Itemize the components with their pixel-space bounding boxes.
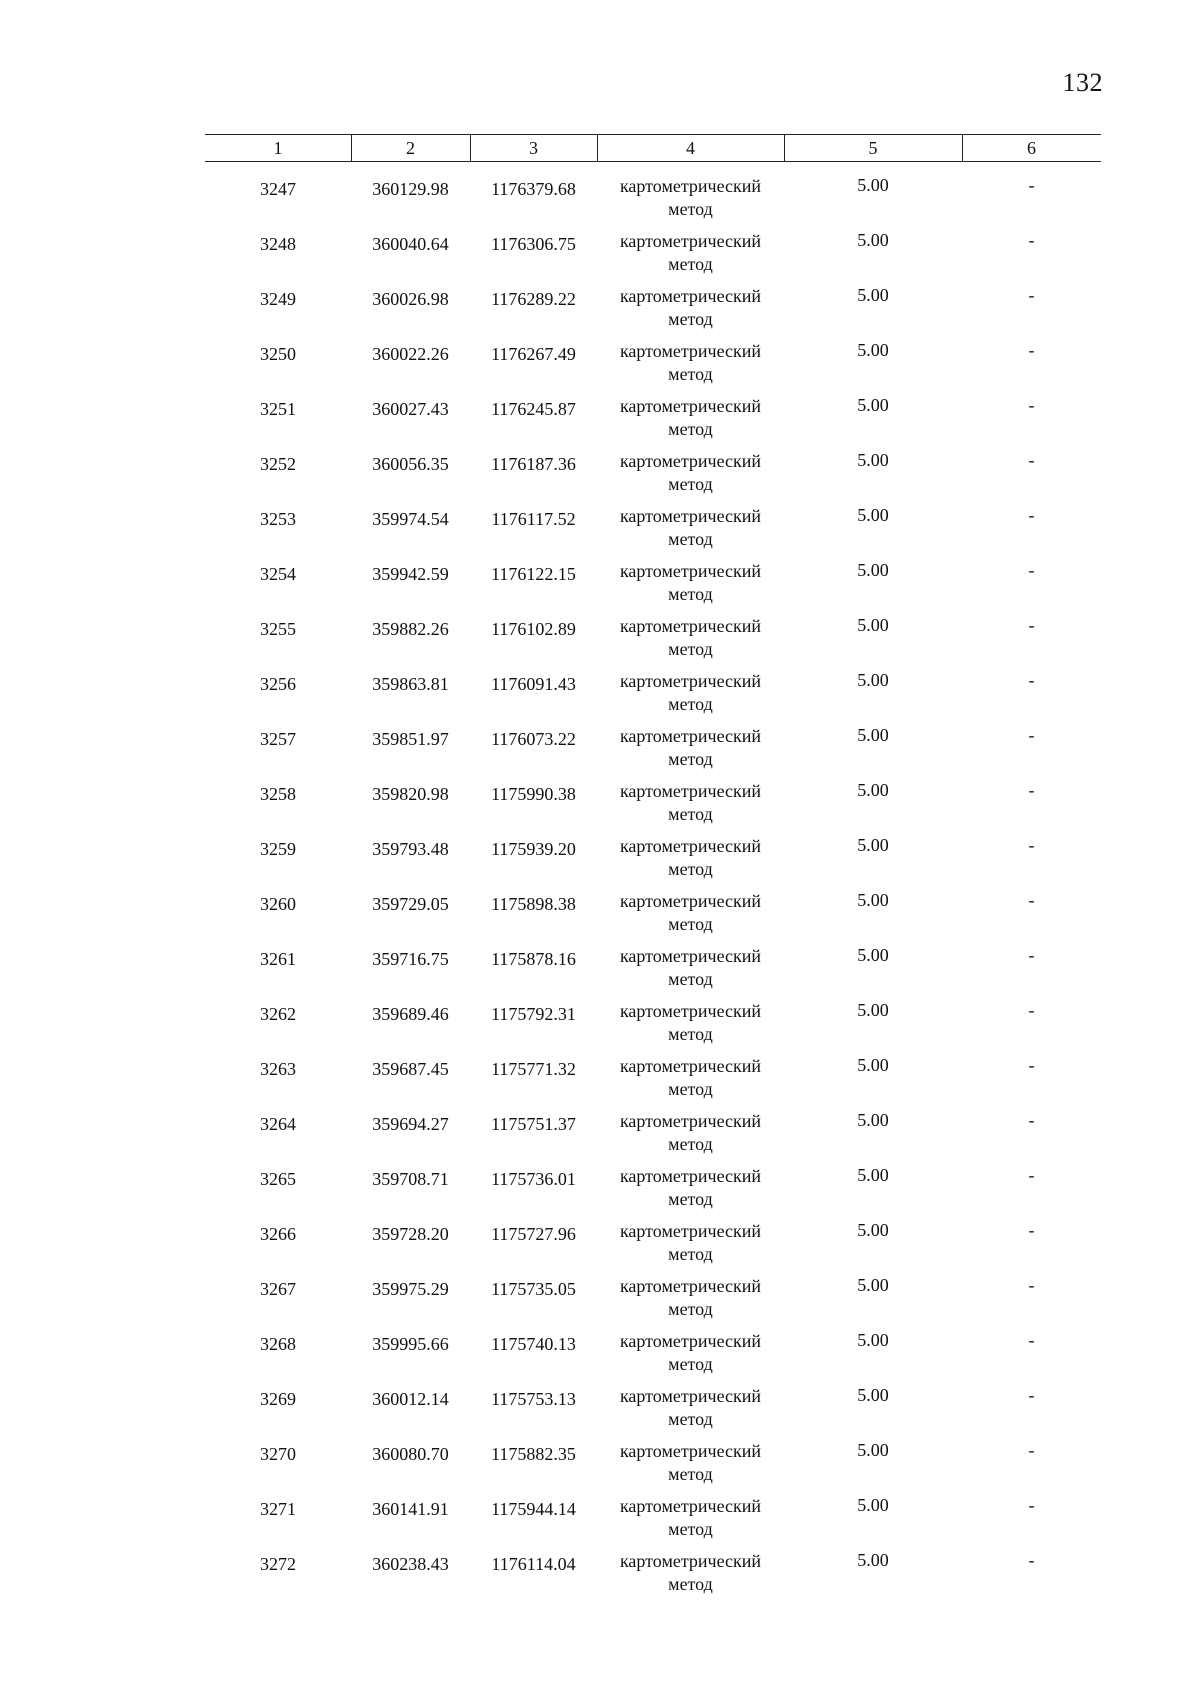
x-coordinate-cell: 359689.46: [372, 1004, 449, 1024]
y-coordinate-cell: 1176306.75: [491, 234, 576, 254]
accuracy-cell: 5.00: [857, 1110, 889, 1130]
y-coordinate-cell: 1175751.37: [491, 1114, 576, 1134]
point-number-cell: 3262: [260, 1004, 296, 1024]
point-number-cell: 3269: [260, 1389, 296, 1409]
point-number-cell: 3266: [260, 1224, 296, 1244]
method-cell-line1: картометрический: [619, 451, 762, 471]
table-row: [205, 1042, 1101, 1097]
y-coordinate-cell: 1176187.36: [491, 454, 576, 474]
table-row: [205, 1262, 1101, 1317]
table-row: [205, 712, 1101, 767]
point-number-cell: 3248: [260, 234, 296, 254]
accuracy-cell: 5.00: [857, 725, 889, 745]
method-cell-line1: картометрический: [619, 231, 762, 251]
method-cell-line2: метод: [668, 1134, 713, 1154]
header-col-5: 5: [868, 138, 878, 158]
description-cell: -: [1028, 670, 1035, 690]
point-number-cell: 3256: [260, 674, 296, 694]
point-number-cell: 3263: [260, 1059, 296, 1079]
method-cell-line2: метод: [668, 1189, 713, 1209]
accuracy-cell: 5.00: [857, 1220, 889, 1240]
point-number-cell: 3259: [260, 839, 296, 859]
table-row: [205, 437, 1101, 492]
method-cell-line1: картометрический: [619, 891, 762, 911]
method-cell-line1: картометрический: [619, 1111, 762, 1131]
table-row: [205, 602, 1101, 657]
method-cell-line2: метод: [668, 969, 713, 989]
y-coordinate-cell: 1175898.38: [491, 894, 576, 914]
description-cell: -: [1028, 1330, 1035, 1350]
description-cell: -: [1028, 1385, 1035, 1405]
method-cell-line2: метод: [668, 694, 713, 714]
table-row: [205, 327, 1101, 382]
table-row: [205, 822, 1101, 877]
method-cell-line1: картометрический: [619, 946, 762, 966]
y-coordinate-cell: 1175727.96: [491, 1224, 576, 1244]
table-row: [205, 932, 1101, 987]
point-number-cell: 3250: [260, 344, 296, 364]
x-coordinate-cell: 360026.98: [372, 289, 449, 309]
y-coordinate-cell: 1175740.13: [491, 1334, 576, 1354]
accuracy-cell: 5.00: [857, 1165, 889, 1185]
point-number-cell: 3249: [260, 289, 296, 309]
accuracy-cell: 5.00: [857, 175, 889, 195]
method-cell-line2: метод: [668, 254, 713, 274]
method-cell-line1: картометрический: [619, 1221, 762, 1241]
method-cell-line1: картометрический: [619, 286, 762, 306]
y-coordinate-cell: 1176289.22: [491, 289, 576, 309]
x-coordinate-cell: 359687.45: [372, 1059, 449, 1079]
x-coordinate-cell: 359729.05: [372, 894, 449, 914]
header-col-4: 4: [686, 138, 695, 158]
description-cell: -: [1028, 1055, 1035, 1075]
y-coordinate-cell: 1175882.35: [491, 1444, 576, 1464]
x-coordinate-cell: 359974.54: [372, 509, 449, 529]
accuracy-cell: 5.00: [857, 780, 889, 800]
coordinates-table: [205, 134, 1101, 1592]
description-cell: -: [1028, 835, 1035, 855]
point-number-cell: 3272: [260, 1554, 296, 1574]
x-coordinate-cell: 360141.91: [372, 1499, 449, 1519]
method-cell-line2: метод: [668, 1519, 713, 1539]
method-cell-line1: картометрический: [619, 726, 762, 746]
method-cell-line1: картометрический: [619, 506, 762, 526]
y-coordinate-cell: 1175944.14: [491, 1499, 576, 1519]
description-cell: -: [1028, 175, 1035, 195]
x-coordinate-cell: 360022.26: [372, 344, 449, 364]
point-number-cell: 3254: [260, 564, 296, 584]
description-cell: -: [1028, 1550, 1035, 1570]
accuracy-cell: 5.00: [857, 285, 889, 305]
point-number-cell: 3264: [260, 1114, 296, 1134]
accuracy-cell: 5.00: [857, 1385, 889, 1405]
x-coordinate-cell: 359716.75: [372, 949, 449, 969]
method-cell-line1: картометрический: [619, 616, 762, 636]
table-row: [205, 1427, 1101, 1482]
accuracy-cell: 5.00: [857, 1000, 889, 1020]
method-cell-line1: картометрический: [619, 836, 762, 856]
method-cell-line1: картометрический: [619, 1551, 762, 1571]
method-cell-line2: метод: [668, 804, 713, 824]
description-cell: -: [1028, 780, 1035, 800]
description-cell: -: [1028, 945, 1035, 965]
table-header-row: [205, 134, 1101, 162]
x-coordinate-cell: 360080.70: [372, 1444, 449, 1464]
x-coordinate-cell: 359793.48: [372, 839, 449, 859]
description-cell: -: [1028, 340, 1035, 360]
method-cell-line1: картометрический: [619, 1441, 762, 1461]
method-cell-line2: метод: [668, 309, 713, 329]
accuracy-cell: 5.00: [857, 1550, 889, 1570]
method-cell-line2: метод: [668, 199, 713, 219]
point-number-cell: 3258: [260, 784, 296, 804]
table-row: [205, 1537, 1101, 1592]
description-cell: -: [1028, 395, 1035, 415]
description-cell: -: [1028, 450, 1035, 470]
point-number-cell: 3255: [260, 619, 296, 639]
point-number-cell: 3268: [260, 1334, 296, 1354]
y-coordinate-cell: 1175736.01: [491, 1169, 576, 1189]
point-number-cell: 3251: [260, 399, 296, 419]
method-cell-line1: картометрический: [619, 561, 762, 581]
x-coordinate-cell: 359942.59: [372, 564, 449, 584]
accuracy-cell: 5.00: [857, 1055, 889, 1075]
description-cell: -: [1028, 890, 1035, 910]
description-cell: -: [1028, 1275, 1035, 1295]
method-cell-line1: картометрический: [619, 1496, 762, 1516]
accuracy-cell: 5.00: [857, 1330, 889, 1350]
table-row: [205, 1317, 1101, 1372]
y-coordinate-cell: 1176245.87: [491, 399, 576, 419]
method-cell-line1: картометрический: [619, 176, 762, 196]
point-number-cell: 3253: [260, 509, 296, 529]
accuracy-cell: 5.00: [857, 505, 889, 525]
point-number-cell: 3257: [260, 729, 296, 749]
x-coordinate-cell: 359975.29: [372, 1279, 449, 1299]
table-body: [205, 162, 1101, 1592]
description-cell: -: [1028, 1220, 1035, 1240]
x-coordinate-cell: 360238.43: [372, 1554, 449, 1574]
method-cell-line2: метод: [668, 1354, 713, 1374]
method-cell-line2: метод: [668, 1079, 713, 1099]
x-coordinate-cell: 359694.27: [372, 1114, 449, 1134]
method-cell-line1: картометрический: [619, 1056, 762, 1076]
table-row: [205, 767, 1101, 822]
point-number-cell: 3265: [260, 1169, 296, 1189]
accuracy-cell: 5.00: [857, 450, 889, 470]
description-cell: -: [1028, 230, 1035, 250]
table-row: [205, 1372, 1101, 1427]
y-coordinate-cell: 1176122.15: [491, 564, 576, 584]
method-cell-line1: картометрический: [619, 1276, 762, 1296]
method-cell-line2: метод: [668, 749, 713, 769]
table-row: [205, 1482, 1101, 1537]
x-coordinate-cell: 360129.98: [372, 179, 449, 199]
method-cell-line2: метод: [668, 584, 713, 604]
description-cell: -: [1028, 1495, 1035, 1515]
method-cell-line2: метод: [668, 1244, 713, 1264]
x-coordinate-cell: 359851.97: [372, 729, 449, 749]
description-cell: -: [1028, 505, 1035, 525]
method-cell-line2: метод: [668, 529, 713, 549]
method-cell-line2: метод: [668, 364, 713, 384]
description-cell: -: [1028, 285, 1035, 305]
table-row: [205, 217, 1101, 272]
y-coordinate-cell: 1175735.05: [491, 1279, 576, 1299]
page-number: 132: [1062, 68, 1103, 97]
table-row: [205, 1097, 1101, 1152]
table-row: [205, 547, 1101, 602]
x-coordinate-cell: 360056.35: [372, 454, 449, 474]
accuracy-cell: 5.00: [857, 615, 889, 635]
method-cell-line1: картометрический: [619, 341, 762, 361]
accuracy-cell: 5.00: [857, 1495, 889, 1515]
y-coordinate-cell: 1176379.68: [491, 179, 576, 199]
y-coordinate-cell: 1175878.16: [491, 949, 576, 969]
description-cell: -: [1028, 1110, 1035, 1130]
point-number-cell: 3261: [260, 949, 296, 969]
x-coordinate-cell: 359708.71: [372, 1169, 449, 1189]
point-number-cell: 3247: [260, 179, 296, 199]
method-cell-line1: картометрический: [619, 671, 762, 691]
method-cell-line1: картометрический: [619, 1386, 762, 1406]
accuracy-cell: 5.00: [857, 560, 889, 580]
table-row: [205, 657, 1101, 712]
x-coordinate-cell: 359995.66: [372, 1334, 449, 1354]
table-row: [205, 382, 1101, 437]
accuracy-cell: 5.00: [857, 1275, 889, 1295]
description-cell: -: [1028, 615, 1035, 635]
y-coordinate-cell: 1175792.31: [491, 1004, 576, 1024]
description-cell: -: [1028, 560, 1035, 580]
x-coordinate-cell: 359728.20: [372, 1224, 449, 1244]
point-number-cell: 3267: [260, 1279, 296, 1299]
accuracy-cell: 5.00: [857, 945, 889, 965]
point-number-cell: 3270: [260, 1444, 296, 1464]
accuracy-cell: 5.00: [857, 340, 889, 360]
method-cell-line1: картометрический: [619, 396, 762, 416]
y-coordinate-cell: 1176102.89: [491, 619, 576, 639]
point-number-cell: 3252: [260, 454, 296, 474]
accuracy-cell: 5.00: [857, 835, 889, 855]
header-col-6: 6: [1027, 138, 1036, 158]
method-cell-line1: картометрический: [619, 781, 762, 801]
x-coordinate-cell: 359882.26: [372, 619, 449, 639]
x-coordinate-cell: 360040.64: [372, 234, 449, 254]
method-cell-line1: картометрический: [619, 1001, 762, 1021]
x-coordinate-cell: 360012.14: [372, 1389, 449, 1409]
table-row: [205, 877, 1101, 932]
table-row: [205, 162, 1101, 217]
y-coordinate-cell: 1175753.13: [491, 1389, 576, 1409]
accuracy-cell: 5.00: [857, 670, 889, 690]
method-cell-line2: метод: [668, 639, 713, 659]
method-cell-line2: метод: [668, 474, 713, 494]
description-cell: -: [1028, 1165, 1035, 1185]
y-coordinate-cell: 1176073.22: [491, 729, 576, 749]
point-number-cell: 3271: [260, 1499, 296, 1519]
accuracy-cell: 5.00: [857, 395, 889, 415]
method-cell-line2: метод: [668, 1299, 713, 1319]
x-coordinate-cell: 359820.98: [372, 784, 449, 804]
method-cell-line2: метод: [668, 1464, 713, 1484]
description-cell: -: [1028, 725, 1035, 745]
accuracy-cell: 5.00: [857, 890, 889, 910]
y-coordinate-cell: 1176091.43: [491, 674, 576, 694]
description-cell: -: [1028, 1000, 1035, 1020]
method-cell-line2: метод: [668, 1574, 713, 1594]
y-coordinate-cell: 1176267.49: [491, 344, 576, 364]
y-coordinate-cell: 1175771.32: [491, 1059, 576, 1079]
header-col-1: 1: [273, 138, 283, 158]
header-col-3: 3: [529, 138, 538, 158]
method-cell-line2: метод: [668, 1024, 713, 1044]
method-cell-line1: картометрический: [619, 1331, 762, 1351]
method-cell-line2: метод: [668, 914, 713, 934]
y-coordinate-cell: 1176117.52: [491, 509, 576, 529]
table-row: [205, 492, 1101, 547]
point-number-cell: 3260: [260, 894, 296, 914]
y-coordinate-cell: 1176114.04: [491, 1554, 576, 1574]
table-row: [205, 987, 1101, 1042]
header-col-2: 2: [406, 138, 415, 158]
accuracy-cell: 5.00: [857, 230, 889, 250]
table-row: [205, 272, 1101, 327]
table-row: [205, 1207, 1101, 1262]
table-row: [205, 1152, 1101, 1207]
method-cell-line2: метод: [668, 1409, 713, 1429]
y-coordinate-cell: 1175990.38: [491, 784, 576, 804]
x-coordinate-cell: 360027.43: [372, 399, 449, 419]
description-cell: -: [1028, 1440, 1035, 1460]
method-cell-line1: картометрический: [619, 1166, 762, 1186]
method-cell-line2: метод: [668, 419, 713, 439]
accuracy-cell: 5.00: [857, 1440, 889, 1460]
method-cell-line2: метод: [668, 859, 713, 879]
x-coordinate-cell: 359863.81: [372, 674, 449, 694]
y-coordinate-cell: 1175939.20: [491, 839, 576, 859]
